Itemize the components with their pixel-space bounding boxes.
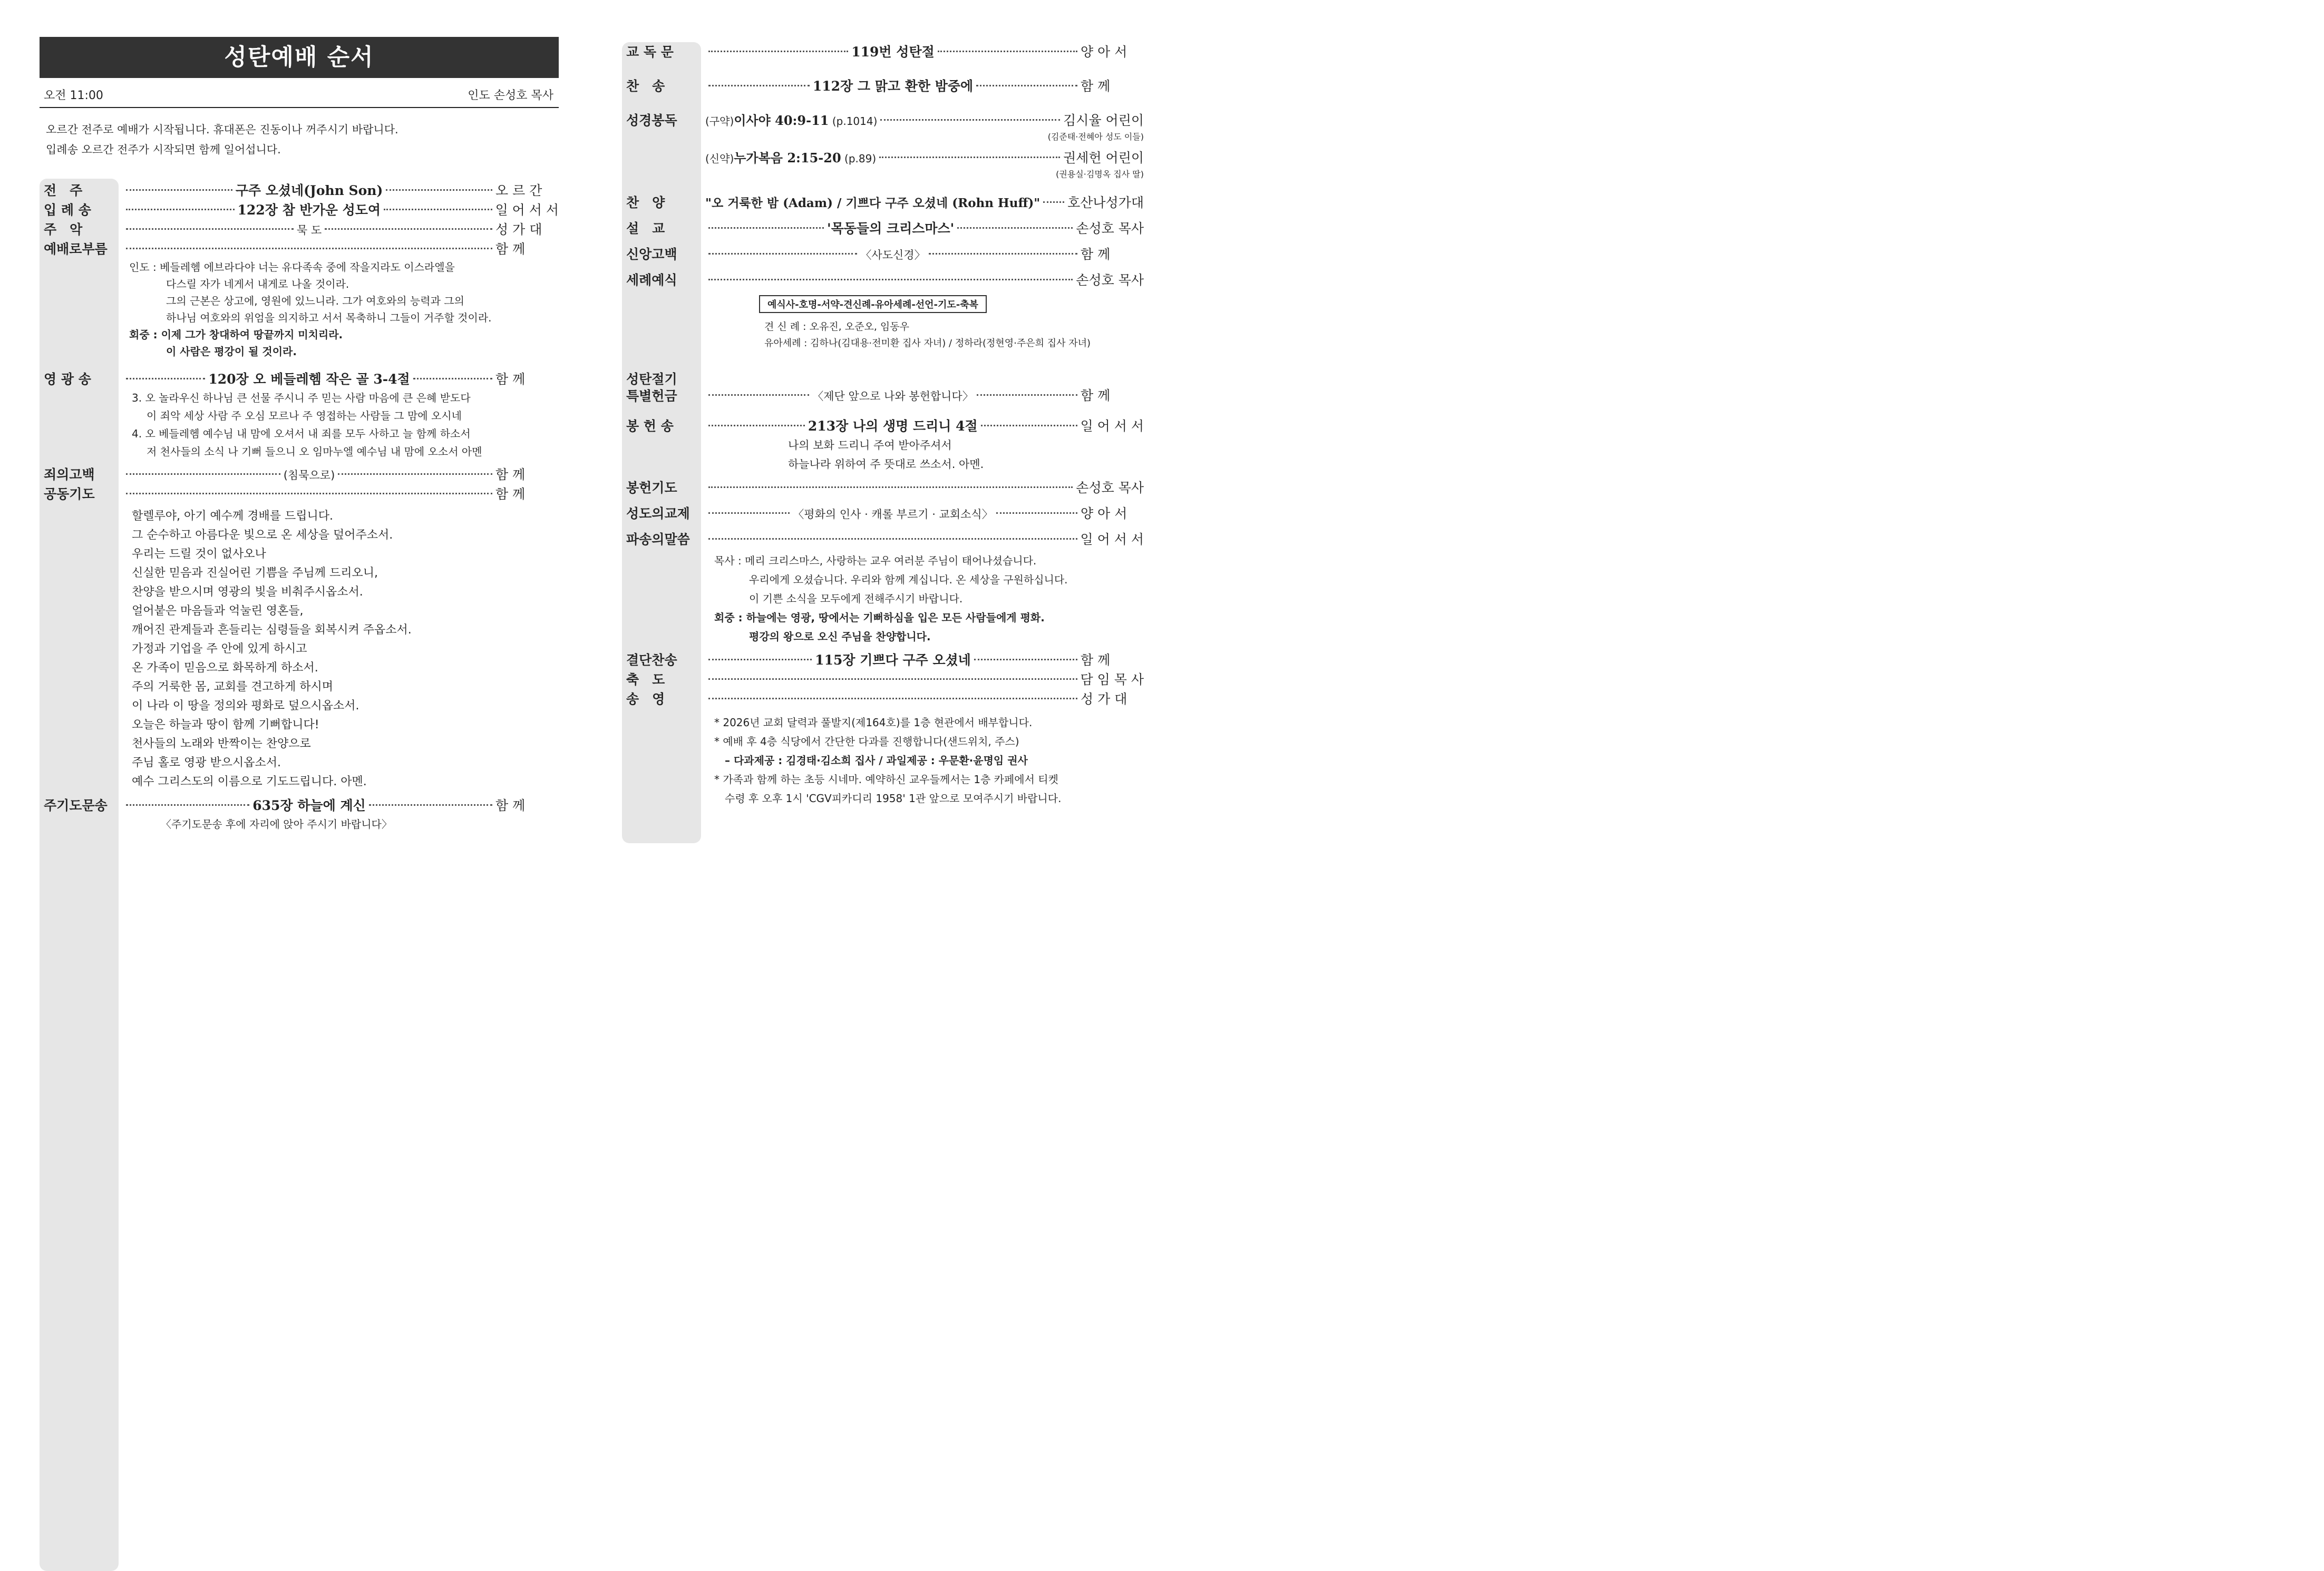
text-line: 할렐루야, 아기 예수께 경배를 드립니다.: [132, 510, 333, 523]
row-label: 축 도: [626, 672, 665, 687]
row-label: 신앙고백: [626, 247, 677, 262]
row-right: 함 께: [1081, 388, 1111, 403]
text-line: 신실한 믿음과 진실어린 기쁨을 주님께 드리오니,: [132, 567, 378, 580]
row-label: 교 독 문: [626, 44, 674, 60]
text-line: 이 사람은 평강이 될 것이라.: [166, 345, 297, 358]
infant-baptism-list: 유아세례 : 김하나(김대용·전미환 집사 자녀) / 정하라(정현영·주은희 집사 자녀): [764, 338, 1091, 349]
service-leader: 인도 손성호 목사: [468, 89, 553, 102]
text-line: 이 나라 이 땅을 정의와 평화로 덮으시옵소서.: [132, 699, 359, 713]
notice-line: 수령 후 오후 1시 'CGV피카디리 1958' 1관 앞으로 모여주시기 바랍니다.: [725, 792, 1062, 805]
row-label: 성도의교제: [626, 506, 690, 521]
text-line: 그의 근본은 상고에, 영원에 있느니라. 그가 여호와의 능력과 그의: [166, 295, 464, 307]
text-line: 목사 : 메리 크리스마스, 사랑하는 교우 여러분 주님이 태어나셨습니다.: [714, 554, 1037, 567]
row-right: 호산나성가대: [1067, 195, 1144, 210]
text-line: 오늘은 하늘과 땅이 함께 기뻐합니다!: [132, 718, 319, 731]
row-label: 결단찬송: [626, 652, 677, 668]
label-line: 성탄절기: [626, 372, 677, 387]
order-row: [622, 670, 1144, 689]
text-line: 이 기쁜 소식을 모두에게 전해주시기 바랍니다.: [749, 592, 963, 605]
row-right: 성 가 대: [495, 222, 542, 237]
row-right: 함 께: [495, 798, 526, 813]
intro-line: 오르간 전주로 예배가 시작됩니다. 휴대폰은 진동이나 꺼주시기 바랍니다.: [46, 123, 398, 136]
row-label: 입 례 송: [44, 202, 91, 218]
row-right: 양 아 서: [1081, 506, 1127, 521]
text-line: 다스릴 자가 네게서 내게로 나올 것이라.: [166, 278, 349, 290]
row-right: 함 께: [1081, 652, 1111, 668]
offertory-lyrics: [788, 436, 1144, 474]
text-line: 인도 : 베들레헴 에브라다야 너는 유다족속 중에 작을지라도 이스라엘을: [129, 261, 455, 274]
scripture-tag: (구약): [705, 115, 734, 128]
text-line: 천사들의 노래와 반짝이는 찬양으로: [132, 737, 311, 750]
row-label: 송 영: [626, 691, 665, 707]
row-label: 전 주: [44, 183, 83, 198]
baptism-order-box: 예식사-호명-서약-견신례-유아세례-선언-기도-축복: [759, 295, 987, 313]
text-line: 예수 그리스도의 이름으로 기도드립니다. 아멘.: [132, 775, 367, 788]
order-row: [40, 796, 559, 815]
order-row: [622, 42, 1144, 62]
text-line: 가정과 기업을 주 안에 있게 하시고: [132, 642, 307, 656]
row-label: 영 광 송: [44, 372, 91, 387]
order-row: [622, 193, 1144, 212]
order-row: [40, 484, 559, 504]
row-title: 〈사도신경〉: [860, 249, 926, 261]
order-row: [622, 416, 1144, 436]
text-line: 온 가족이 믿음으로 화목하게 하소서.: [132, 661, 318, 675]
lords-prayer-note: 〈주기도문송 후에 자리에 앉아 주시기 바랍니다〉: [161, 818, 392, 831]
row-right: 일 어 서 서: [1080, 532, 1144, 547]
row-title: 〈평화의 인사 · 캐롤 부르기 · 교회소식〉: [793, 508, 993, 521]
text-line: 그 순수하고 아름다운 빛으로 온 세상을 덮어주소서.: [132, 529, 393, 542]
row-title: 115장 기쁘다 구주 오셨네: [815, 652, 971, 668]
row-right: 양 아 서: [1081, 44, 1127, 60]
call-to-worship-text: [129, 259, 559, 362]
notice-line: * 예배 후 4층 식당에서 간단한 다과를 진행합니다(샌드위치, 주스): [714, 735, 1019, 748]
row-right: 함 께: [495, 372, 526, 387]
row-label: 죄의고백: [44, 467, 95, 482]
row-label: [622, 371, 701, 405]
scripture-book: 누가복음 2:15-20: [734, 150, 841, 165]
intro-notice: [46, 120, 559, 160]
row-right: 일 어 서 서: [1080, 418, 1144, 434]
order-row: [40, 465, 559, 484]
row-title: 묵 도: [296, 224, 322, 237]
text-line: 회중 : 하늘에는 영광, 땅에서는 기뻐하심을 입은 모든 사람들에게 평화.: [714, 611, 1045, 624]
order-row: [622, 245, 1144, 264]
text-line: 3. 오 놀라우신 하나님 큰 선물 주시니 주 믿는 사람 마음에 큰 은혜 받도다: [132, 392, 471, 404]
intro-line: 입례송 오르간 전주가 시작되면 함께 일어섭니다.: [46, 143, 281, 156]
notice-line: * 2026년 교회 달력과 풀발지(제164호)를 1층 현관에서 배부합니다.: [714, 716, 1033, 729]
service-time: 오전 11:00: [44, 89, 103, 102]
text-line: 우리에게 오셨습니다. 우리와 함께 계십니다. 온 세상을 구원하십니다.: [749, 573, 1068, 586]
order-row: [622, 504, 1144, 523]
text-line: 하나님 여호와의 위엄을 의지하고 서서 목축하니 그들이 거주할 것이라.: [166, 311, 492, 324]
row-label: 찬 송: [626, 79, 665, 94]
row-right: 손성호 목사: [1076, 221, 1144, 236]
order-row: [40, 369, 559, 389]
service-title: 성탄예배 순서: [40, 37, 559, 78]
row-label: 공동기도: [44, 486, 95, 502]
row-title: '목동들의 크리스마스': [826, 221, 955, 236]
text-line: 우리는 드릴 것이 없사오나: [132, 548, 266, 561]
order-row: [622, 478, 1144, 497]
text-line: 나의 보화 드리니 주여 받아주셔서: [788, 439, 952, 452]
order-row: [622, 270, 1144, 290]
row-label: 봉 헌 송: [626, 418, 674, 434]
text-line: 주의 거룩한 몸, 교회를 견고하게 하시며: [132, 680, 333, 694]
text-line: 깨어진 관계들과 흔들리는 심령들을 회복시켜 주옵소서.: [132, 623, 412, 637]
time-row: [40, 86, 559, 108]
left-column: [40, 37, 559, 833]
row-right: 오 르 간: [495, 183, 542, 198]
notice-line: * 가족과 함께 하는 초등 시네마. 예약하신 교우들께서는 1층 카페에서 티켓: [714, 773, 1058, 786]
scripture-old-row: [622, 111, 1144, 130]
common-prayer-text: [132, 507, 559, 792]
row-title: 122장 참 반가운 성도여: [237, 202, 381, 218]
text-line: 평강의 왕으로 오신 주님을 찬양합니다.: [749, 630, 931, 643]
row-right: 성 가 대: [1081, 691, 1127, 707]
row-title: 213장 나의 생명 드리니 4절: [808, 418, 978, 434]
offering-row: [622, 371, 1144, 405]
order-row: [622, 219, 1144, 238]
row-right: 함 께: [1081, 247, 1111, 262]
order-row: [40, 239, 559, 259]
row-label: 파송의말씀: [626, 532, 690, 547]
order-row: [622, 530, 1144, 549]
row-label: 봉헌기도: [626, 480, 677, 495]
row-label: 주기도문송: [44, 798, 108, 813]
church-notices: [714, 713, 1144, 808]
text-line: 저 천사들의 소식 나 기뻐 들으니 오 임마누엘 예수님 내 맘에 오소서 아멘: [147, 445, 482, 458]
confirmation-list: 견 신 례 : 오유진, 오준오, 임동우: [764, 321, 909, 333]
text-line: 하늘나라 위하여 주 뜻대로 쓰소서. 아멘.: [788, 458, 984, 471]
scripture-book: 이사야 40:9-11: [734, 113, 829, 128]
order-row: [622, 76, 1144, 96]
row-title: 구주 오셨네(John Son): [235, 183, 383, 198]
scripture-reader: 김시율 어린이: [1063, 113, 1144, 128]
row-title: 635장 하늘에 계신: [252, 798, 366, 813]
text-line: 찬양을 받으시며 영광의 빛을 비춰주시옵소서.: [132, 586, 363, 599]
row-right: 손성호 목사: [1076, 480, 1144, 495]
row-right: 일 어 서 서: [495, 202, 559, 218]
text-line: 회중 : 이제 그가 창대하여 땅끝까지 미치리라.: [129, 328, 343, 341]
row-label: 세례예식: [626, 272, 677, 288]
row-title: 120장 오 베들레헴 작은 골 3-4절: [208, 372, 410, 387]
row-right: 함 께: [1081, 79, 1111, 94]
notice-line: – 다과제공 : 김경태·김소희 집사 / 과일제공 : 우문환·윤명임 권사: [725, 754, 1028, 767]
row-label: 주 악: [44, 222, 83, 237]
row-right: 담 임 목 사: [1080, 672, 1144, 687]
order-row: [622, 689, 1144, 709]
order-row: [40, 200, 559, 220]
order-section-1: [40, 181, 559, 833]
text-line: 4. 오 베들레헴 예수님 내 맘에 오셔서 내 죄를 모두 사하고 늘 함께 하소서: [132, 427, 471, 440]
row-right: 함 께: [495, 486, 526, 502]
reader-parents: (김준태·전혜아 성도 이들): [1047, 132, 1144, 142]
row-title: 112장 그 맑고 환한 밤중에: [812, 79, 974, 94]
scripture-page: (p.89): [844, 152, 877, 165]
scripture-new-row: [622, 148, 1144, 168]
right-column: [622, 42, 1144, 808]
row-label: 예배로부름: [44, 241, 108, 257]
text-line: 주님 홀로 영광 받으시옵소서.: [132, 756, 281, 769]
hymn-text: [132, 389, 559, 461]
scripture-reader: 권세헌 어린이: [1063, 150, 1144, 165]
row-label: 설 교: [626, 221, 665, 236]
order-row: [40, 181, 559, 200]
row-title: 〈제단 앞으로 나와 봉헌합니다〉: [812, 390, 974, 403]
sending-words: [714, 551, 1144, 646]
row-title: 119번 성탄절: [851, 44, 935, 60]
text-line: 이 죄악 세상 사람 주 오심 모르나 주 영접하는 사람들 그 맘에 오시네: [147, 409, 462, 422]
scripture-page: (p.1014): [832, 115, 878, 128]
scripture-tag: (신약): [705, 152, 734, 165]
order-row: [40, 220, 559, 239]
order-row: [622, 650, 1144, 670]
row-title: "오 거룩한 밤 (Adam) / 기쁘다 구주 오셨네 (Rohn Huff)": [705, 196, 1041, 210]
row-label: 찬 양: [626, 195, 665, 210]
row-right: 손성호 목사: [1076, 272, 1144, 288]
row-right: 함 께: [495, 241, 526, 257]
label-line: 특별헌금: [626, 388, 677, 404]
row-label: 성경봉독: [626, 113, 677, 128]
row-right: 함 께: [495, 467, 526, 482]
reader-parents: (권용실·김명옥 집사 딸): [1056, 169, 1144, 179]
row-title: (침묵으로): [283, 469, 335, 482]
text-line: 얼어붙은 마음들과 억눌린 영혼들,: [132, 604, 304, 618]
